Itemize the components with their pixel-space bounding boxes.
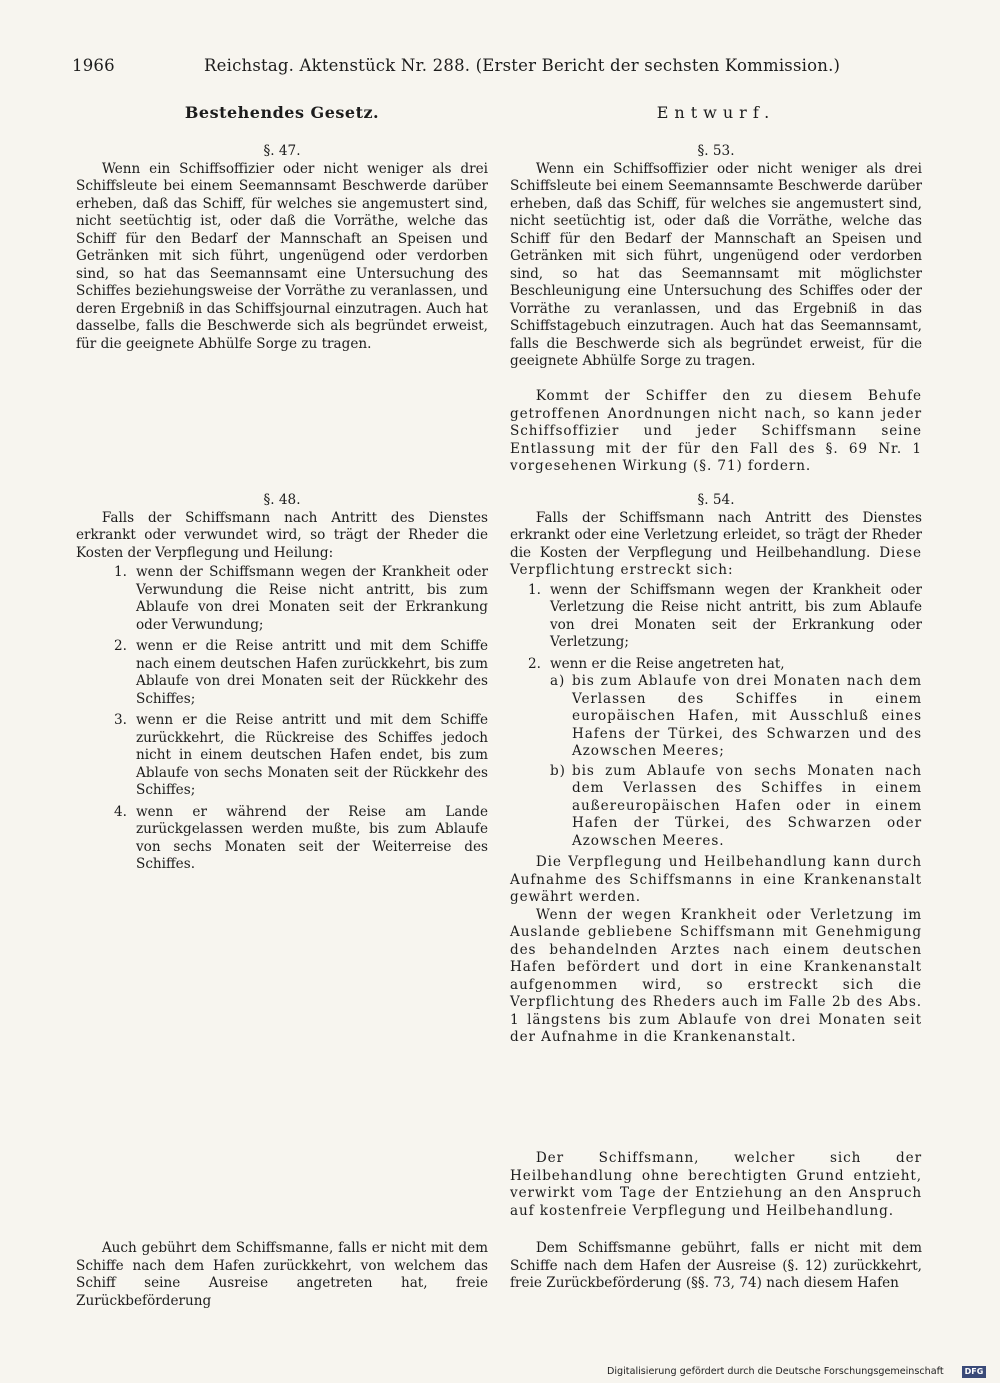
list-item: 1. wenn der Schiffsmann wegen der Krankheit oder Verletzung die Reise nicht antritt, bis zum Ablaufe von drei Monaten seit der Erkrankung oder Verletzung; (528, 581, 922, 650)
right-column-heading: Entwurf. (656, 103, 776, 122)
section-53 (510, 143, 922, 371)
section-intro-added: Diese Verpflichtung erstreckt sich: (510, 544, 922, 578)
paragraph: Wenn der wegen Krankheit oder Verletzung im Auslande gebliebene Schiffsmann mit Genehmigung des behandelnden Arztes nach einem deutschen Hafen befördert und dort in eine Krankenanstalt aufgenommen wird, so erstreckt sich die Verpflichtung des Rheders auch im Falle 2b des Abs. 1 längstens bis zum Ablaufe von drei Monaten seit der Aufnahme in die Krankenanstalt. (510, 906, 922, 1045)
left-bottom-paragraph: Auch gebührt dem Schiffsmanne, falls er nicht mit dem Schiffe nach dem Hafen zurückkehrt, von welchem das Schiff seine Ausreise angetreten hat, freie Zurückbeförderung (76, 1240, 488, 1309)
section-number: §. 54. (697, 492, 735, 508)
page-header (72, 56, 932, 80)
list-item: 3. wenn er die Reise antritt und mit dem Schiffe zurückkehrt, die Rückreise des Schiffes jedoch nicht in einem deutschen Hafen endet, bis zum Ablaufe von sechs Monaten seit der Rückkehr des Schiffes; (114, 712, 488, 798)
section-number: §. 47. (263, 143, 301, 159)
list-item: 4. wenn er während der Reise am Lande zurückgelassen werden mußte, bis zum Ablaufe von sechs Monaten seit der Weiterreise des Schiffes. (114, 803, 488, 872)
running-title: Reichstag. Aktenstück Nr. 288. (Erster Bericht der sechsten Kommission.) (204, 56, 841, 75)
section-intro: Falls der Schiffsmann nach Antritt des Dienstes erkrankt oder eine Verletzung erleidet, so trägt der Rheder die Kosten der Verpflegung und Heilbehandlung. Diese Verpflichtung erstreckt sich: (510, 509, 922, 578)
left-column-heading-block (76, 104, 488, 122)
section-48 (76, 492, 488, 878)
right-bottom-paragraph: Dem Schiffsmanne gebührt, falls er nicht mit dem Schiffe nach dem Hafen der Ausreise (§. 12) zurückkehrt, freie Zurückbeförderung (§§. 73, 74) nach diesem Hafen (510, 1240, 922, 1291)
section-54 (510, 492, 922, 1047)
section-intro: Falls der Schiffsmann nach Antritt des Dienstes erkrankt oder verwundet wird, so trägt der Rheder die Kosten der Verpflegung und Heilung: (76, 509, 488, 561)
item-list (510, 582, 922, 851)
digitization-credit: Digitalisierung gefördert durch die Deutsche Forschungsgemeinschaft (607, 1366, 944, 1377)
list-item: 1. wenn der Schiffsmann wegen der Krankheit oder Verwundung die Reise nicht antritt, bis zum Ablaufe von drei Monaten seit der Erkrankung oder Verwundung; (114, 564, 488, 633)
page-number: 1966 (72, 56, 115, 75)
section-text: Wenn ein Schiffsoffizier oder nicht weniger als drei Schiffsleute bei einem Seemannsamte Beschwerde darüber erheben, daß das Schiff, für welches sie angemustert sind, nicht seetüchtig ist, oder daß die Vorräthe, welche das Schiff für den Bedarf der Mannschaft an Speisen und Getränken mit sich führt, ungenügend oder verdorben sind, so hat das Seemannsamt mit möglichster Beschleunigung eine Untersuchung des Schiffes oder der Vorräthe zu veranlassen, und das Ergebniß in das Schiffstagebuch einzutragen. Auch hat das Seemannsamt, falls die Beschwerde sich als begründet erweist, für die geeignete Abhülfe Sorge zu tragen. (510, 160, 922, 369)
sub-item-list (550, 673, 922, 850)
section-53-added-paragraph: Kommt der Schiffer den zu diesem Behufe getroffenen Anordnungen nicht nach, so kann jeder Schiffsoffizier und jeder Schiffsmann seine Entlassung mit der für den Fall des §. 69 Nr. 1 vorgesehenen Wirkung (§. 71) fordern. (510, 388, 922, 474)
item-list (76, 564, 488, 874)
section-text: Wenn ein Schiffsoffizier oder nicht weniger als drei Schiffsleute bei einem Seemannsamt Beschwerde darüber erheben, daß das Schiff, für welches sie angemustert sind, nicht seetüchtig ist, oder daß die Vorräthe, welche das Schiff für den Bedarf der Mannschaft an Speisen und Getränken mit sich führt, ungenügend oder verdorben sind, so hat das Seemannsamt eine Untersuchung des Schiffes beziehungsweise der Vorräthe zu veranlassen, und deren Ergebniß in das Schiffsjournal einzutragen. Auch hat dasselbe, falls die Beschwerde sich als begründet erweist, für die geeignete Abhülfe Sorge zu tragen. (76, 160, 488, 352)
dfg-logo: DFG (962, 1366, 986, 1378)
section-number: §. 48. (263, 492, 301, 508)
right-column-heading-block (510, 104, 922, 122)
paragraph: Die Verpflegung und Heilbehandlung kann durch Aufnahme des Schiffsmanns in eine Krankenanstalt gewährt werden. (510, 854, 922, 905)
sub-list-item: b) bis zum Ablaufe von sechs Monaten nach dem Verlassen des Schiffes in einem außereuropäischen Hafen oder in einem Hafen der Türkei, des Schwarzen oder Azowschen Meeres. (550, 762, 922, 849)
sub-list-item: a) bis zum Ablaufe von drei Monaten nach dem Verlassen des Schiffes in einem europäischen Hafen, mit Ausschluß eines Hafens der Türkei, des Schwarzen und des Azowschen Meeres; (550, 673, 922, 759)
list-item: 2. wenn er die Reise antritt und mit dem Schiffe nach einem deutschen Hafen zurückkehrt, bis zum Ablaufe von drei Monaten seit der Rückkehr des Schiffes; (114, 638, 488, 707)
left-column-heading: Bestehendes Gesetz. (184, 103, 380, 122)
section-54-paragraph-4: Der Schiffsmann, welcher sich der Heilbehandlung ohne berechtigten Grund entzieht, verwirkt vom Tage der Entziehung an den Anspruch auf kostenfreie Verpflegung und Heilbehandlung. (510, 1150, 922, 1219)
section-number: §. 53. (697, 143, 735, 159)
list-item: 2. wenn er die Reise angetreten hat, a) bis zum Ablaufe von drei Monaten nach dem Verlassen des Schiffes in einem europäischen Hafen, mit Ausschluß eines Hafens der Türkei, des Schwarzen und des Azowschen Meeres; b) bis zum Ablaufe von sechs Monaten nach dem Verlassen des Schiffes in einem außereuropäischen Hafen oder in einem Hafen der Türkei, des Schwarzen oder Azowschen Meeres. (528, 655, 922, 849)
section-47 (76, 143, 488, 353)
